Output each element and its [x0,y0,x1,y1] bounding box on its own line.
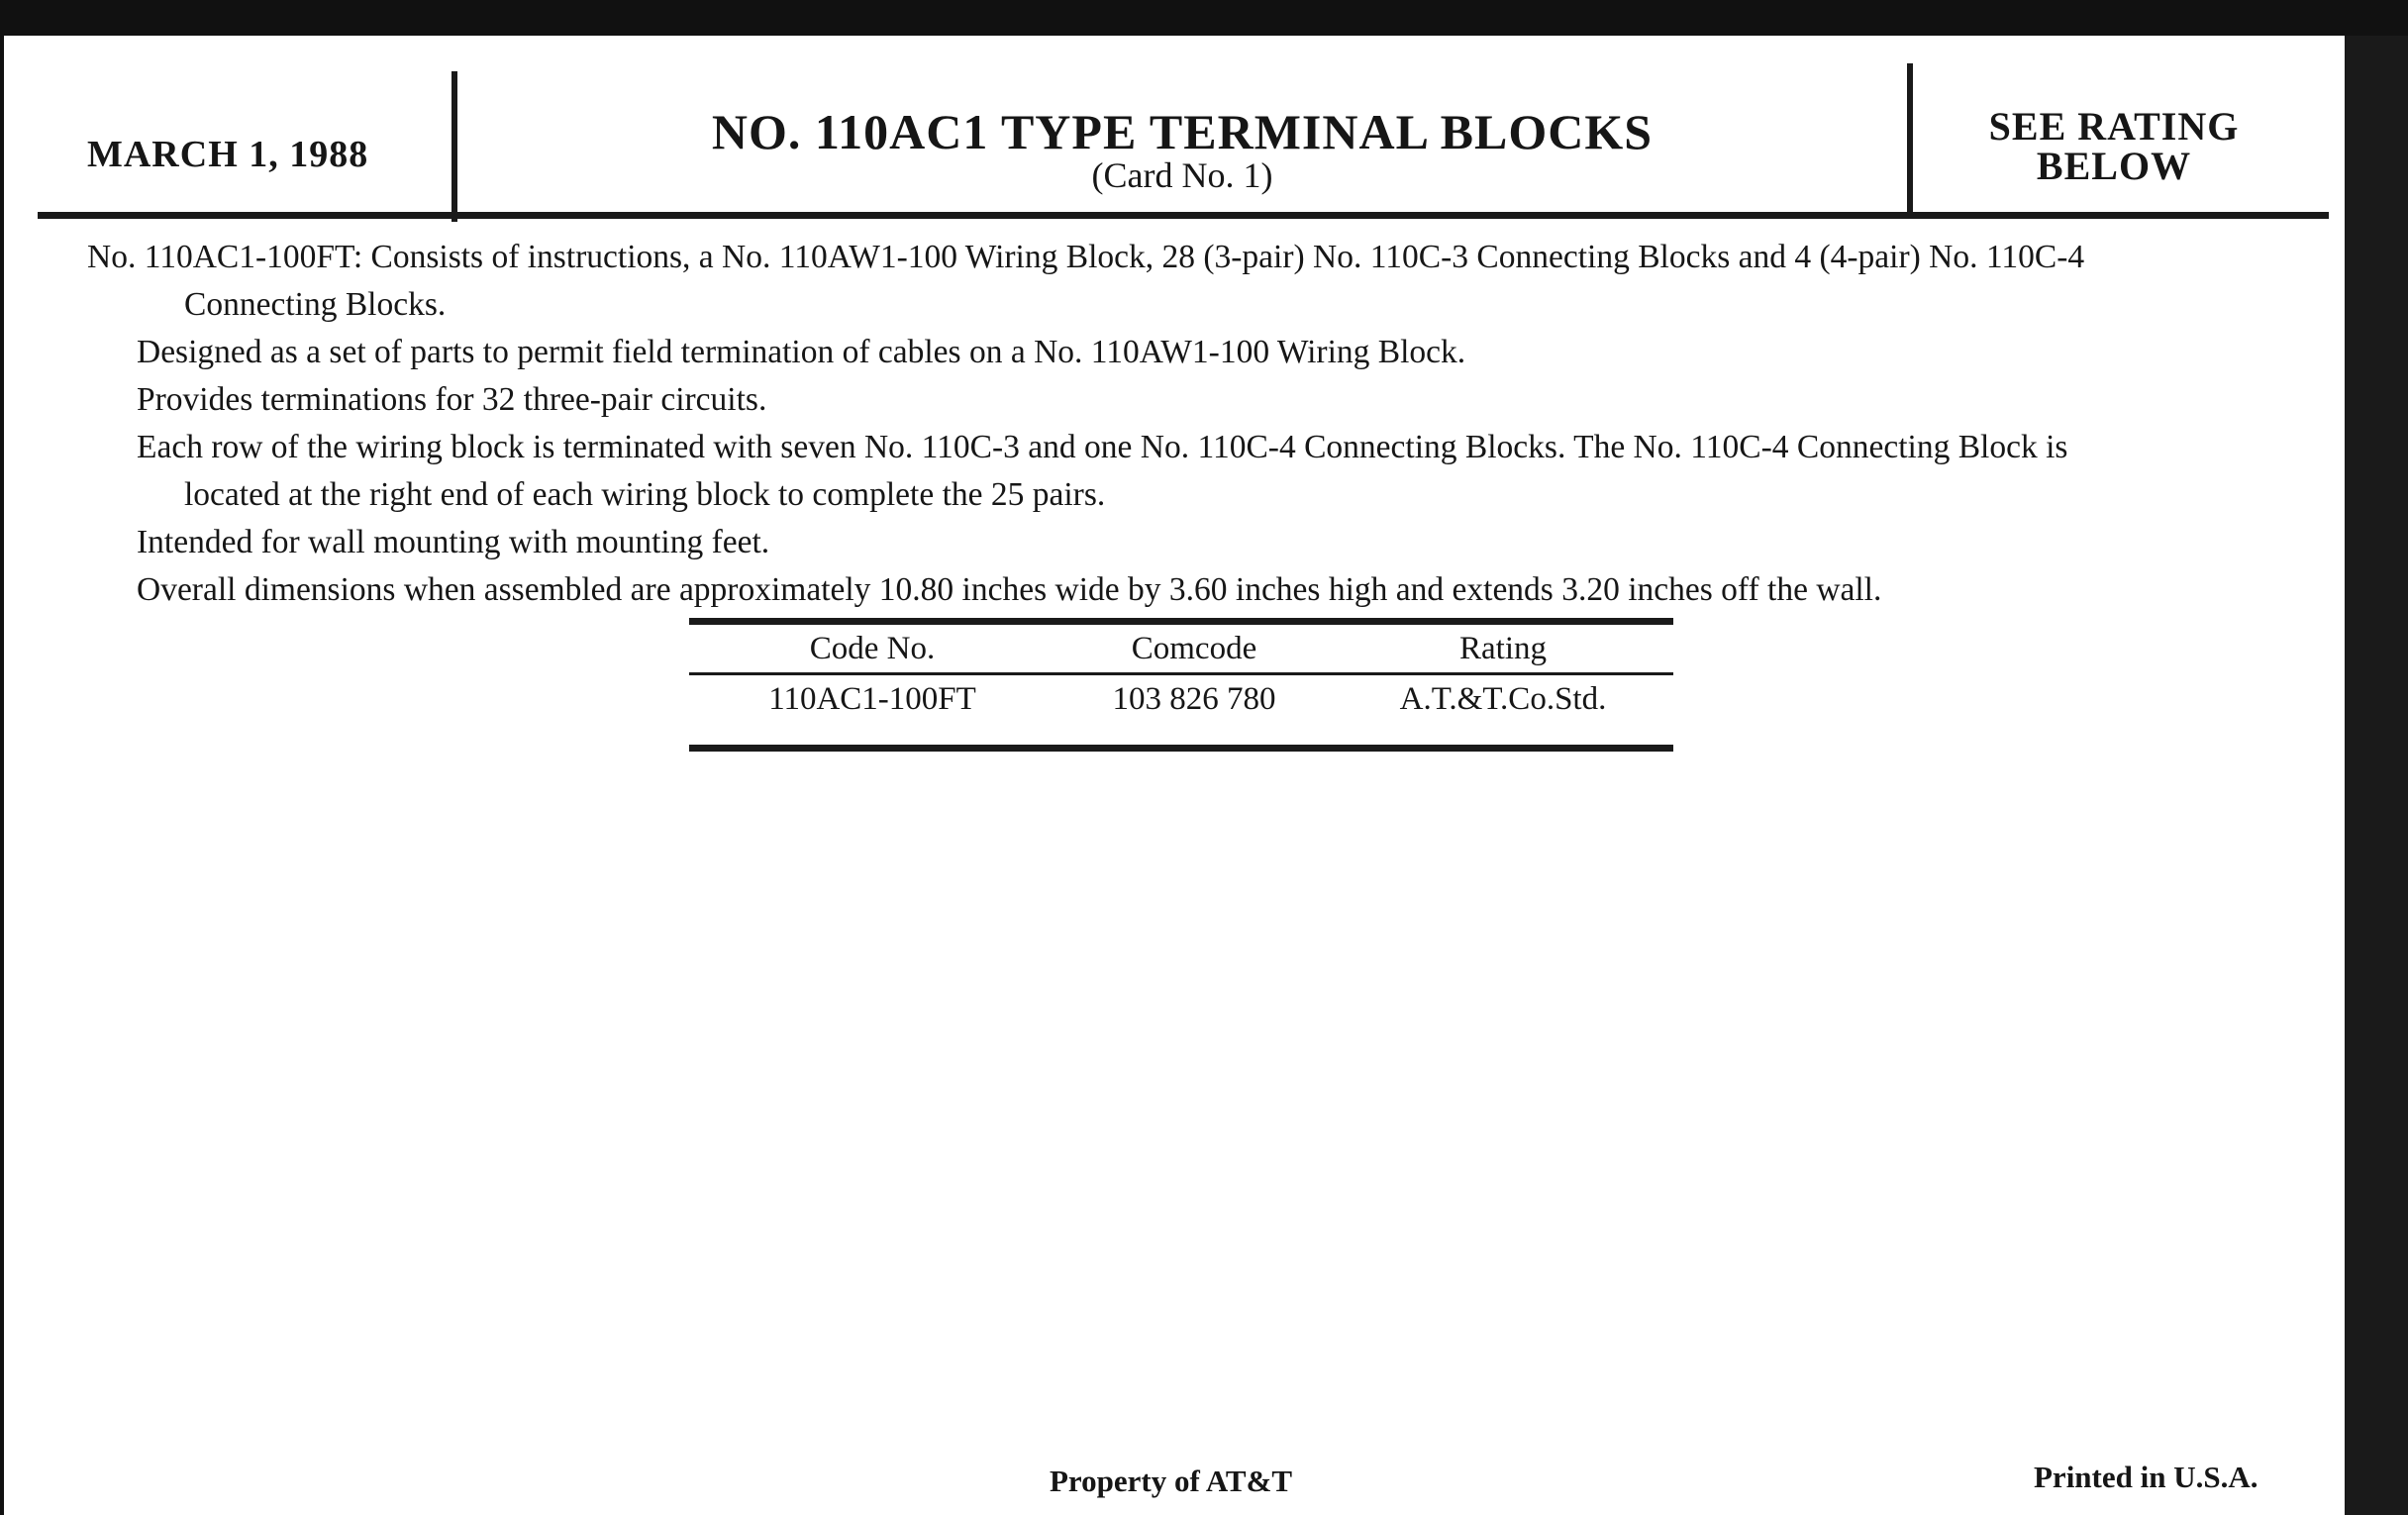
table-bottom-rule [689,745,1673,752]
header-comcode: Comcode [1131,630,1257,666]
desc-row-arrangement-line2: located at the right end of each wiring block to complete the 25 pairs. [184,476,1106,513]
card-subtitle: (Card No. 1) [1091,155,1273,195]
desc-terminations: Provides terminations for 32 three-pair circuits. [137,381,767,418]
table-spacer [689,723,1673,745]
card-title: NO. 110AC1 TYPE TERMINAL BLOCKS [711,104,1654,159]
footer-property: Property of AT&T [1050,1464,1293,1498]
scan-edge [2345,36,2408,1515]
card-date: MARCH 1, 1988 [87,134,369,175]
header-rating: Rating [1459,630,1547,666]
header-code-no: Code No. [809,630,936,666]
rating-note [1913,104,2315,188]
rating-note-line2: BELOW [2036,144,2192,188]
header-rule [38,212,2329,219]
cell-rating: A.T.&T.Co.Std. [1399,680,1607,717]
desc-kit-contents-line1: No. 110AC1-100FT: Consists of instructions, a No. 110AW1-100 Wiring Block, 28 (3-pair) No. 110C-3 Connecting Blocks and 4 (4-pair) No. 110C-4 [87,239,2085,275]
desc-purpose: Designed as a set of parts to permit field termination of cables on a No. 110AW1-100 Wiring Block. [137,334,1466,370]
description [87,234,2285,614]
table-header-row [689,625,1673,672]
rating-note-line1: SEE RATING [1988,104,2240,149]
cell-code-no: 110AC1-100FT [768,680,976,717]
footer-printed: Printed in U.S.A. [2034,1460,2258,1494]
desc-kit-contents-line2: Connecting Blocks. [184,286,447,323]
desc-dimensions: Overall dimensions when assembled are approximately 10.80 inches wide by 3.60 inches high and extends 3.20 inches off the wall. [137,571,1882,608]
table-top-rule [689,618,1673,625]
desc-row-arrangement-line1: Each row of the wiring block is terminated with seven No. 110C-3 and one No. 110C-4 Connecting Blocks. The No. 110C-4 Connecting Block is [137,429,2068,465]
desc-mounting: Intended for wall mounting with mounting feet. [137,524,770,560]
cell-comcode: 103 826 780 [1112,680,1276,717]
table-row [689,675,1673,723]
spec-table [689,618,1673,752]
